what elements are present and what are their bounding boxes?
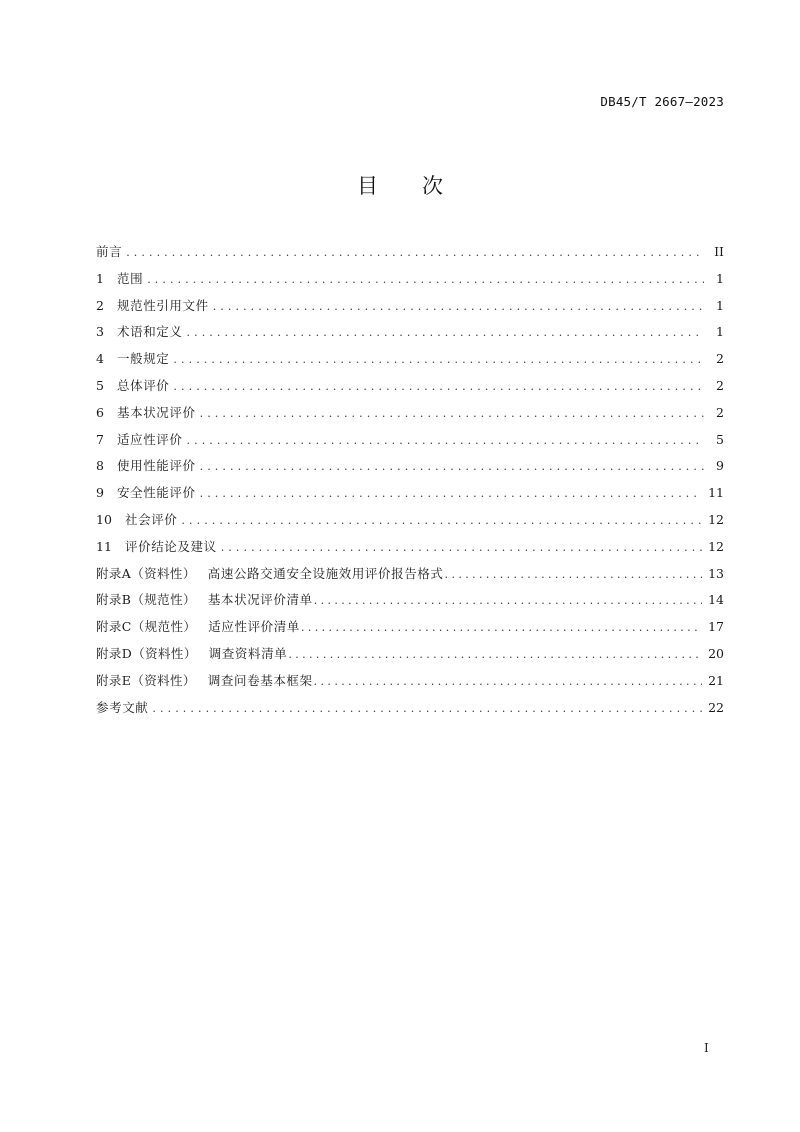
toc-entry-page: 9 <box>716 458 724 474</box>
toc-entry-number: 2 <box>96 297 104 313</box>
dot-leader <box>314 594 702 607</box>
toc-entry-page: 14 <box>708 592 724 608</box>
toc-entry-label: 规范性引用文件 <box>117 297 209 313</box>
toc-entry-number: 1 <box>96 270 104 286</box>
dot-leader <box>301 621 702 634</box>
toc-entry-label: 术语和定义 <box>117 324 183 340</box>
toc-entry-8[interactable] <box>96 456 724 483</box>
dot-leader <box>147 273 704 286</box>
toc-entry-label: 安全性能评价 <box>117 485 196 501</box>
toc-entry-page: 1 <box>716 270 724 286</box>
toc-appendix-e[interactable] <box>96 671 724 698</box>
toc-entry-number: 11 <box>96 538 112 554</box>
toc-entry-page: II <box>714 244 724 259</box>
dot-leader <box>288 648 702 661</box>
toc-entry-number: 3 <box>96 324 104 340</box>
appendix-prefix: 附录E（资料性） <box>96 672 196 688</box>
dot-leader <box>200 487 702 500</box>
dot-leader <box>173 380 704 393</box>
toc-entry-label: 评价结论及建议 <box>125 538 217 554</box>
toc-entry-label: 社会评价 <box>125 511 178 527</box>
toc-entry-page: 1 <box>716 324 724 340</box>
title-char-1: 目 <box>357 174 378 198</box>
toc-entry-1[interactable] <box>96 269 724 296</box>
toc-entry-4[interactable] <box>96 349 724 376</box>
toc-appendix-d[interactable] <box>96 644 724 671</box>
toc-entry-10[interactable] <box>96 510 724 537</box>
dot-leader <box>445 568 703 581</box>
toc-entry-page: 12 <box>708 538 724 554</box>
dot-leader <box>314 675 702 688</box>
appendix-prefix: 附录C（规范性） <box>96 619 197 635</box>
toc-entry-page: 17 <box>708 619 724 635</box>
appendix-prefix: 附录B（规范性） <box>96 592 196 608</box>
toc-entry-number: 4 <box>96 351 104 367</box>
toc-appendix-c[interactable] <box>96 617 724 644</box>
toc-entry-label: 使用性能评价 <box>117 458 196 474</box>
toc-entry-page: 12 <box>708 511 724 527</box>
dot-leader <box>200 407 704 420</box>
toc-entry-label: 一般规定 <box>117 351 170 367</box>
toc-entry-number: 5 <box>96 377 104 393</box>
dot-leader <box>187 434 704 447</box>
toc-entry-page: 21 <box>708 672 724 688</box>
appendix-title: 调查资料清单 <box>208 645 288 661</box>
toc-entry-page: 2 <box>716 351 724 367</box>
toc-entry-label: 参考文献 <box>96 699 149 715</box>
toc-appendix-b[interactable] <box>96 590 724 617</box>
appendix-title: 高速公路交通安全设施效用评价报告格式 <box>207 565 444 581</box>
toc-entry-2[interactable] <box>96 296 724 323</box>
toc-entry-11[interactable] <box>96 537 724 564</box>
dot-leader <box>187 326 704 339</box>
dot-leader <box>152 702 702 715</box>
dot-leader <box>213 300 704 313</box>
toc-entry-page: 13 <box>708 565 724 581</box>
toc-entry-3[interactable] <box>96 322 724 349</box>
dot-leader <box>173 353 704 366</box>
toc-entry-page: 5 <box>716 431 724 447</box>
appendix-title: 适应性评价清单 <box>208 619 300 635</box>
title-char-2: 次 <box>422 174 443 198</box>
dot-leader <box>200 460 704 473</box>
table-of-contents <box>96 242 724 724</box>
toc-appendix-a[interactable] <box>96 564 724 591</box>
toc-entry-page: 1 <box>716 297 724 313</box>
toc-entry-label: 适应性评价 <box>117 431 183 447</box>
appendix-prefix: 附录A（资料性） <box>96 565 196 581</box>
dot-leader <box>181 514 702 527</box>
toc-entry-7[interactable] <box>96 430 724 457</box>
toc-entry-number: 9 <box>96 485 104 501</box>
toc-entry-number: 8 <box>96 458 104 474</box>
dot-leader <box>221 541 702 554</box>
page-number: I <box>704 1041 709 1055</box>
toc-entry-label: 总体评价 <box>117 377 170 393</box>
toc-entry-page: 2 <box>716 377 724 393</box>
toc-entry-6[interactable] <box>96 403 724 430</box>
toc-entry-foreword[interactable] <box>96 242 724 269</box>
toc-entry-page: 11 <box>708 485 724 501</box>
toc-entry-page: 22 <box>708 699 724 715</box>
toc-entry-label: 前言 <box>96 244 123 259</box>
toc-entry-references[interactable] <box>96 698 724 725</box>
toc-entry-label: 基本状况评价 <box>117 404 196 420</box>
toc-entry-label: 范围 <box>117 270 144 286</box>
appendix-title: 基本状况评价清单 <box>207 592 313 608</box>
toc-entry-number: 6 <box>96 404 104 420</box>
appendix-prefix: 附录D（资料性） <box>96 645 197 661</box>
toc-entry-9[interactable] <box>96 483 724 510</box>
toc-entry-number: 7 <box>96 431 104 447</box>
dot-leader <box>126 246 704 259</box>
toc-entry-page: 2 <box>716 404 724 420</box>
appendix-title: 调查问卷基本框架 <box>207 672 313 688</box>
page-title <box>0 170 800 200</box>
toc-entry-number: 10 <box>96 511 112 527</box>
toc-entry-5[interactable] <box>96 376 724 403</box>
toc-entry-page: 20 <box>708 645 724 661</box>
standard-code: DB45/T 2667—2023 <box>600 94 724 109</box>
